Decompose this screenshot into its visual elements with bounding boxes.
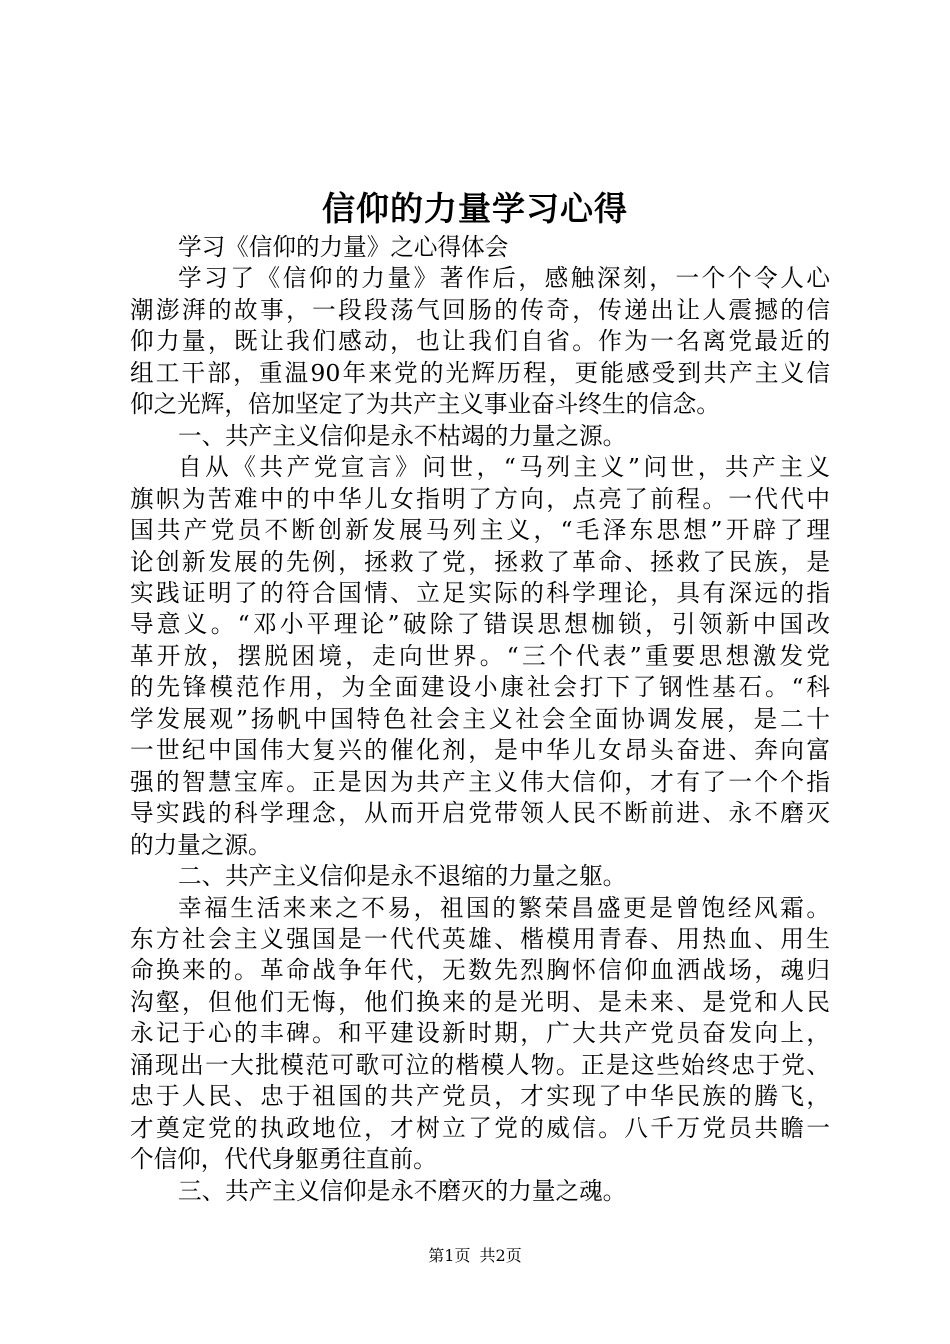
text-line: 一世纪中国伟大复兴的催化剂，是中华儿女昂头奋进、奔向富 — [130, 736, 830, 765]
text-line: 学发展观”扬帆中国特色社会主义社会全面协调发展，是二十 — [130, 704, 830, 733]
text-line: 命换来的。革命战争年代，无数先烈胸怀信仰血洒战场，魂归 — [130, 956, 830, 985]
text-line: 仰力量，既让我们感动，也让我们自省。作为一名离党最近的 — [130, 327, 830, 356]
text-line: 国共产党员不断创新发展马列主义，“毛泽东思想”开辟了理 — [130, 516, 830, 545]
text-line: 幸福生活来来之不易，祖国的繁荣昌盛更是曾饱经风霜。 — [178, 893, 830, 922]
document-title: 信仰的力量学习心得 — [322, 189, 628, 228]
text-line: 组工干部，重温90年来党的光辉历程，更能感受到共产主义信 — [130, 358, 830, 387]
text-line: 三、共产主义信仰是永不磨灭的力量之魂。 — [178, 1176, 627, 1205]
text-line: 论创新发展的先例，拯救了党，拯救了革命、拯救了民族，是 — [130, 547, 830, 576]
page-footer — [0, 1244, 950, 1268]
text-line: 学习《信仰的力量》之心得体会 — [178, 233, 509, 261]
text-line: 革开放，摆脱困境，走向世界。“三个代表”重要思想激发党 — [130, 641, 830, 670]
text-line: 学习了《信仰的力量》著作后，感触深刻，一个个令人心 — [178, 264, 830, 293]
page-number-current: 第1页 — [428, 1246, 471, 1265]
text-line: 忠于人民、忠于祖国的共产党员，才实现了中华民族的腾飞， — [130, 1082, 830, 1111]
document-body — [130, 232, 830, 1207]
text-line: 才奠定党的执政地位，才树立了党的威信。八千万党员共瞻一 — [130, 1113, 830, 1142]
text-line: 的先锋模范作用，为全面建设小康社会打下了钢性基石。“科 — [130, 673, 830, 702]
text-line: 导实践的科学理念，从而开启党带领人民不断前进、永不磨灭 — [130, 799, 830, 828]
text-line: 强的智慧宝库。正是因为共产主义伟大信仰，才有了一个个指 — [130, 767, 830, 796]
text-line: 潮澎湃的故事，一段段荡气回肠的传奇，传递出让人震撼的信 — [130, 295, 830, 324]
text-line: 永记于心的丰碑。和平建设新时期，广大共产党员奋发向上， — [130, 1019, 830, 1048]
text-line: 二、共产主义信仰是永不退缩的力量之躯。 — [178, 862, 627, 891]
text-line: 实践证明了的符合国情、立足实际的科学理论，具有深远的指 — [130, 578, 830, 607]
text-line: 个信仰，代代身躯勇往直前。 — [130, 1145, 437, 1174]
text-line: 沟壑，但他们无悔，他们换来的是光明、是未来、是党和人民 — [130, 987, 830, 1016]
text-line: 东方社会主义强国是一代代英雄、楷模用青春、用热血、用生 — [130, 924, 830, 953]
text-line: 自从《共产党宣言》问世，“马列主义”问世，共产主义 — [178, 453, 830, 482]
text-line: 仰之光辉，倍加坚定了为共产主义事业奋斗终生的信念。 — [130, 390, 720, 419]
page-number-total: 共2页 — [479, 1246, 522, 1265]
text-line: 旗帜为苦难中的中华儿女指明了方向，点亮了前程。一代代中 — [130, 484, 830, 513]
text-line: 一、共产主义信仰是永不枯竭的力量之源。 — [178, 421, 627, 450]
text-line: 涌现出一大批模范可歌可泣的楷模人物。正是这些始终忠于党、 — [130, 1050, 830, 1079]
text-line: 的力量之源。 — [130, 830, 272, 859]
text-line: 导意义。“邓小平理论”破除了错误思想枷锁，引领新中国改 — [130, 610, 830, 639]
